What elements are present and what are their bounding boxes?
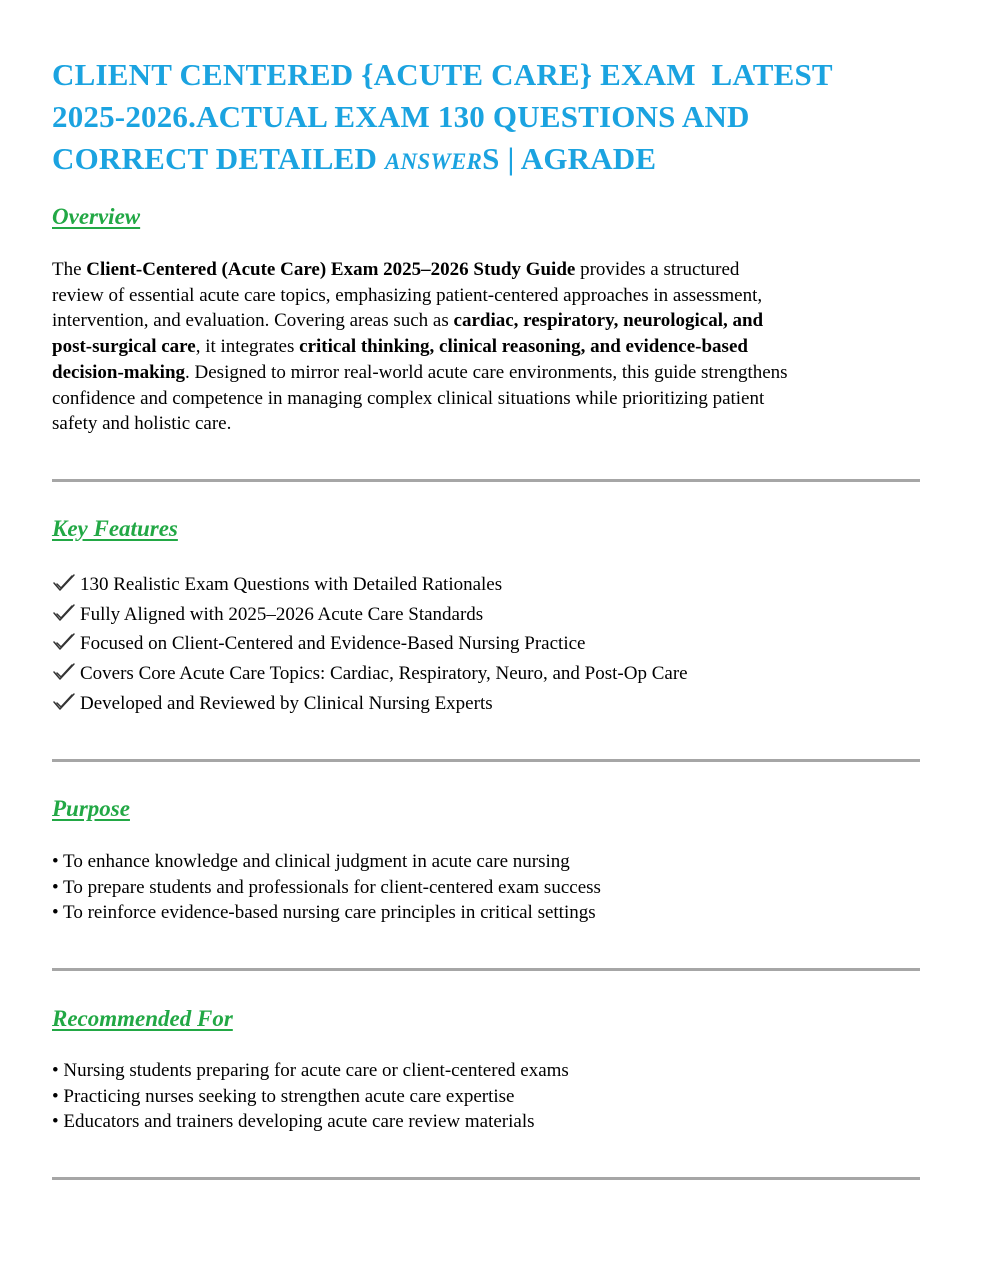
overview-text: provides a structured: [575, 259, 740, 280]
title-line-3-answer: ANSWER: [385, 149, 483, 174]
key-features-list: [52, 570, 688, 719]
overview-bold-text: Client-Centered (Acute Care) Exam 2025–2026 Study Guide: [86, 259, 576, 280]
list-item: • To reinforce evidence-based nursing care principles in critical settings: [52, 902, 596, 924]
overview-text: The: [52, 259, 87, 280]
title-line-3: [52, 138, 932, 183]
overview-line-2: review of essential acute care topics, emphasizing patient-centered approaches in assessment,: [52, 284, 763, 306]
title-line-2: 2025-2026.ACTUAL EXAM 130 QUESTIONS AND: [52, 99, 750, 134]
list-item: [52, 570, 688, 600]
document-title: [52, 54, 932, 183]
list-item: • Educators and trainers developing acute care review materials: [52, 1111, 535, 1133]
overview-line-4: [52, 334, 922, 360]
list-item: [52, 659, 688, 689]
purpose-heading: Purpose: [52, 796, 130, 821]
overview-bold-text: cardiac, respiratory, neurological, and: [453, 310, 764, 332]
overview-line-5: [52, 360, 922, 386]
overview-bold-text: decision-making: [52, 361, 186, 383]
recommended-list: [52, 1058, 569, 1135]
feature-text: Focused on Client-Centered and Evidence-Based Nursing Practice: [80, 633, 586, 655]
list-item: [52, 600, 688, 630]
recommended-heading: Recommended For: [52, 1006, 233, 1031]
title-line-3-part-a: CORRECT DETAILED: [52, 141, 385, 176]
check-icon: [52, 632, 76, 652]
overview-text: . Designed to mirror real-world acute care environments, this guide strengthens: [185, 361, 788, 383]
overview-paragraph: [52, 257, 922, 437]
check-icon: [52, 692, 76, 712]
feature-text: Fully Aligned with 2025–2026 Acute Care Standards: [80, 603, 484, 625]
overview-bold-text: post-surgical care: [52, 336, 196, 358]
overview-bold-text: critical thinking, clinical reasoning, and evidence-based: [299, 336, 748, 358]
overview-line-6: confidence and competence in managing complex clinical situations while prioritizing patient: [52, 387, 765, 409]
section-divider: [52, 759, 920, 762]
list-item: • Practicing nurses seeking to strengthen acute care expertise: [52, 1085, 515, 1107]
section-divider: [52, 968, 920, 971]
list-item: • Nursing students preparing for acute care or client-centered exams: [52, 1060, 569, 1081]
check-icon: [52, 573, 76, 593]
section-divider: [52, 479, 920, 482]
section-divider: [52, 1177, 920, 1180]
feature-text: 130 Realistic Exam Questions with Detailed Rationales: [80, 574, 503, 595]
overview-text: intervention, and evaluation. Covering areas such as: [52, 310, 454, 332]
overview-line-3: [52, 308, 922, 334]
list-item: • To prepare students and professionals for client-centered exam success: [52, 876, 601, 898]
list-item: [52, 689, 688, 719]
list-item: [52, 629, 688, 659]
purpose-list: [52, 849, 601, 926]
title-line-3-part-c: S | AGRADE: [482, 141, 657, 176]
overview-line-1: [52, 257, 922, 283]
feature-text: Covers Core Acute Care Topics: Cardiac, Respiratory, Neuro, and Post-Op Care: [80, 663, 688, 685]
key-features-heading: Key Features: [52, 516, 178, 541]
check-icon: [52, 603, 76, 623]
overview-heading: Overview: [52, 204, 141, 229]
list-item: • To enhance knowledge and clinical judgment in acute care nursing: [52, 851, 570, 872]
title-line-1: CLIENT CENTERED {ACUTE CARE} EXAM LATEST: [52, 57, 833, 92]
overview-line-7: safety and holistic care.: [52, 413, 232, 435]
overview-text: , it integrates: [195, 336, 300, 358]
check-icon: [52, 662, 76, 682]
feature-text: Developed and Reviewed by Clinical Nursing Experts: [80, 692, 493, 714]
